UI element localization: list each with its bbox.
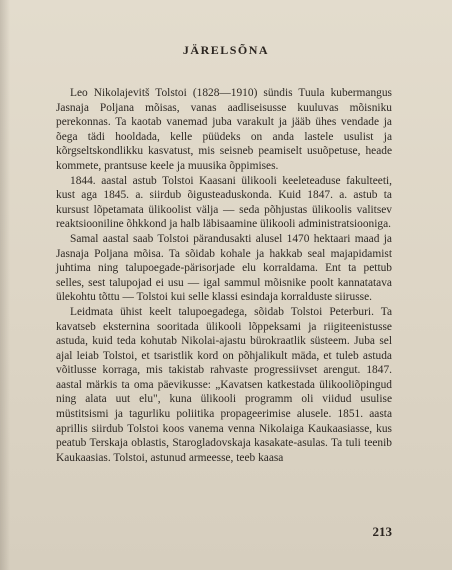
paragraph-3: Samal aastal saab Tolstoi pärandusakti alusel 1470 hektaari maad ja Jasnaja Poljana mõisa. Ta sõidab kohale ja hakkab seal majapidamist juhtima ning talupoegade-pärisorjade elu korraldama. Ent ta pettub selles, sest talupojad ei usu — igal sammul mõisnike poolt kannatatava ülekohtu tõttu — Tolstoi kui selle klassi esindaja korralduste siirusse. [56,232,392,304]
body-text [56,86,392,465]
paragraph-1: Leo Nikolajevitš Tolstoi (1828—1910) sündis Tuula kubermangus Jasnaja Poljana mõisas, vanas aadliseisusse kuuluvas mõisniku perekonnas. Ta kaotab vanemad juba varakult ja jääb ühes vendade ja õega tädi hooldada, kelle püüdeks on anda lastele usulist ja kõrgseltskondlikku kasvatust, mis seisneb peamiselt usuõpetuse, heade kommete, prantsuse keele ja muusika õppimises. [56,87,392,172]
section-heading: JÄRELSÕNA [182,43,270,57]
paragraph-4: Leidmata ühist keelt talupoegadega, sõidab Tolstoi Peterburi. Ta kavatseb eksternina sooritada ülikooli lõppeksami ja riigiteenistusse astuda, kuid teda kohutab Nikolai-ajastu bürokraatlik süsteem. Juba sel ajal leiab Tolstoi, et tsaristlik kord on põhjalikult mäda, et tuleb astuda võitlusse korraga, mis takistab rahvaste progressiivset arengut. 1847. aastal märkis ta oma päevikusse: „Kavatsen katkestada ülikooliõpingud ning alata uut elu", kuna ülikooli programm oli viidud usulise müstitsismi ja tagurliku poliitika propageerimise alusele. 1851. aasta aprillis siirdub Tolstoi koos vanema venna Nikolaiga Kaukaasiasse, kus peatub Terskaja oblastis, Starogladovskaja kasakate-asulas. Ta tuli teenib Kaukaasias. Tolstoi, astunud armeesse, teeb kaasa [56,305,392,464]
page-number: 213 [372,524,392,539]
page-gutter-shadow [0,0,10,570]
paragraph-2: 1844. aastal astub Tolstoi Kaasani ülikooli keeleteaduse fakulteeti, kust aga 1845. a. siirdub õigusteaduskonda. Kuid 1847. a. astub ta kursust lõpetamata ülikoolist välja — seda põhjustas ülikoolis valitsev reaktsiooniline õhkkond ja halb läbisaamine ülikooli administratsiooniga. [56,174,392,231]
